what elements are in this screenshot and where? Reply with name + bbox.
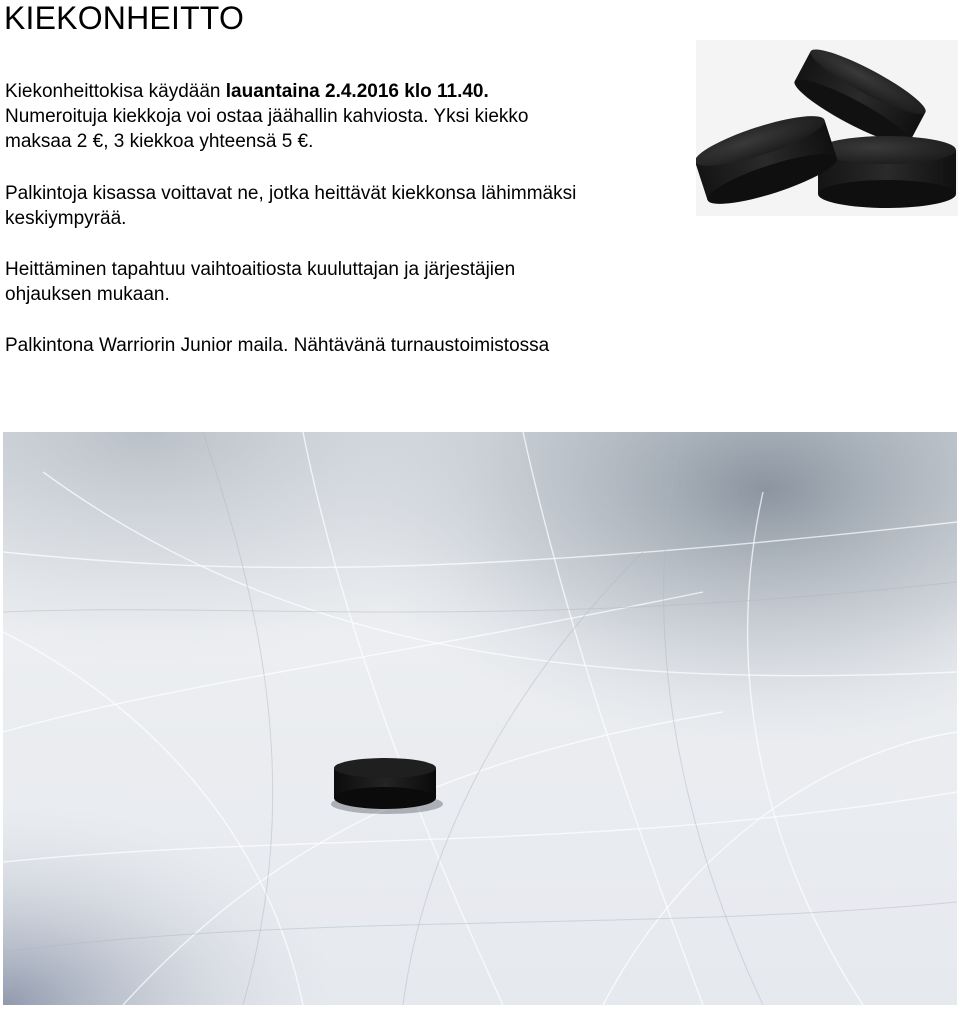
prize-rules-line1: Palkintoja kisassa voittavat ne, jotka heittävät kiekkonsa lähimmäksi	[5, 183, 577, 204]
ice-rink-puck-image	[3, 432, 957, 1005]
page-title: KIEKONHEITTO	[4, 0, 245, 36]
hockey-pucks-image	[696, 40, 958, 216]
throwing-info-line1: Heittäminen tapahtuu vaihtoaitiosta kuuluttajan ja järjestäjien	[5, 259, 516, 280]
event-info-paragraph	[5, 79, 685, 154]
prize-rules-paragraph	[5, 181, 685, 231]
throwing-info-paragraph	[5, 257, 685, 307]
event-date-text: lauantaina 2.4.2016 klo 11.40.	[225, 81, 489, 102]
prize-paragraph	[5, 333, 685, 358]
throwing-info-line2: ohjauksen mukaan.	[5, 284, 170, 305]
prize-rules-line2: keskiympyrää.	[5, 208, 127, 229]
ice-puck	[334, 758, 436, 809]
right-puck	[818, 136, 956, 208]
puck-purchase-text: Numeroituja kiekkoja voi ostaa jäähallin kahviosta. Yksi kiekko	[5, 106, 529, 127]
event-intro-text: Kiekonheittokisa käydään	[5, 81, 226, 102]
prize-text: Palkintona Warriorin Junior maila. Nähtävänä turnaustoimistossa	[5, 335, 550, 356]
puck-price-text: maksaa 2 €, 3 kiekkoa yhteensä 5 €.	[5, 131, 314, 152]
